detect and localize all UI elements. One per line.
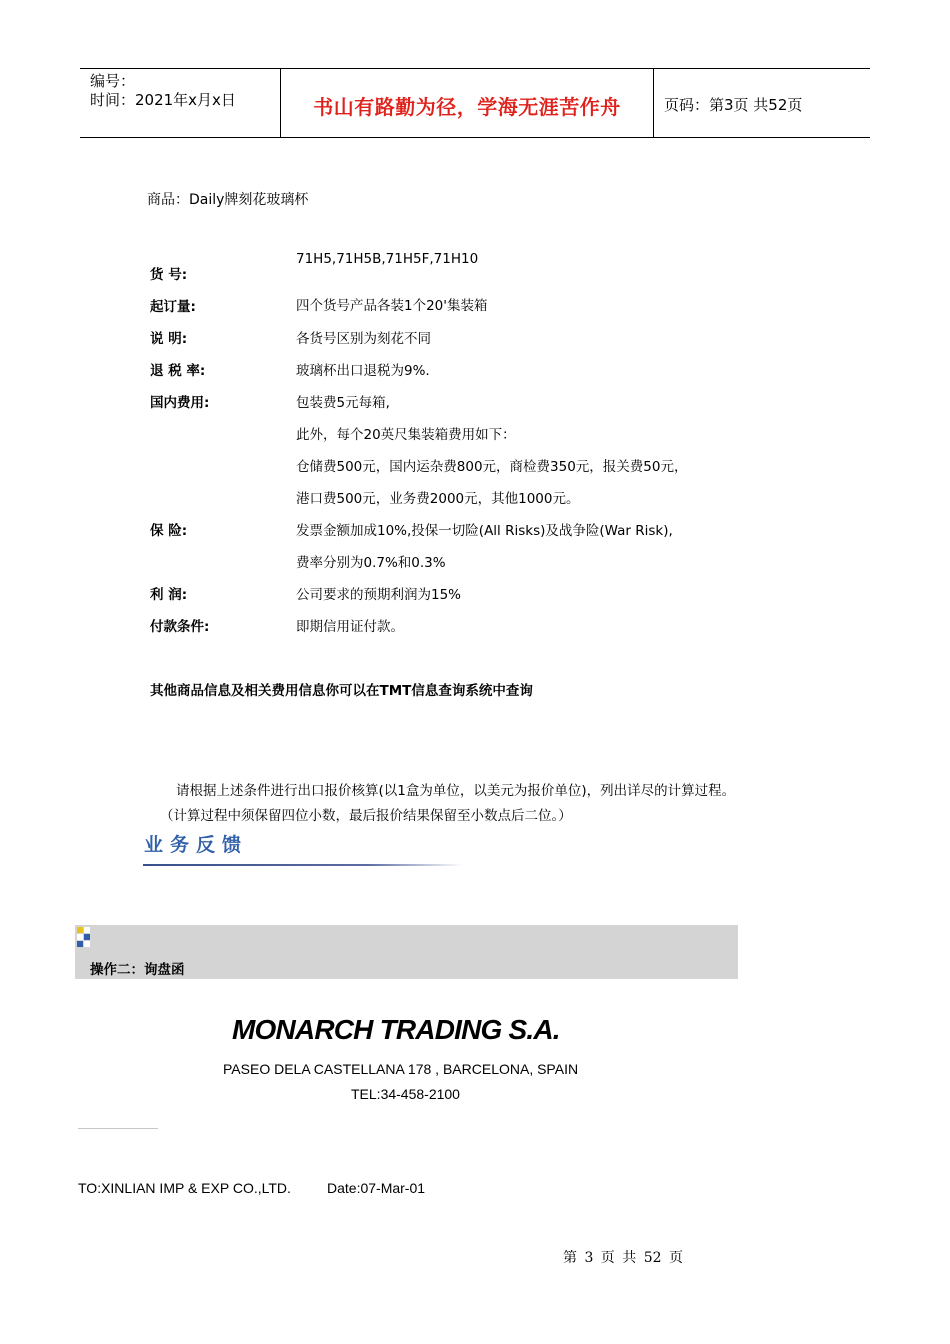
company-address: PASEO DELA CASTELLANA 178 , BARCELONA, SPAIN: [223, 1061, 579, 1077]
company-tel: TEL:34-458-2100: [351, 1086, 460, 1102]
feedback-underline: [143, 864, 463, 866]
insurance-label: 保 险:: [150, 523, 188, 539]
page-info: 页码：第3页 共52页: [664, 96, 803, 114]
spec-label-note: 说 明:: [150, 331, 188, 347]
spec-value-item-no: 71H5,71H5B,71H5F,71H10: [296, 251, 479, 267]
profit-label: 利 润:: [150, 587, 188, 603]
spec-label-moq: 起订量:: [150, 299, 196, 315]
header-motto-cell: [281, 69, 654, 137]
page-footer: 第 3 页 共 52 页: [563, 1250, 683, 1266]
instruction-note: （计算过程中须保留四位小数，最后报价结果保留至小数点后二位。）: [160, 808, 572, 824]
spec-value-moq: 四个货号产品各装1个20'集装箱: [296, 298, 488, 314]
time-label: 时间：2021年x月x日: [90, 91, 236, 109]
insurance-line-2: 费率分别为0.7%和0.3%: [296, 555, 446, 571]
product-line: 商品：Daily牌刻花玻璃杯: [147, 192, 309, 208]
company-name: MONARCH TRADING S.A.: [232, 1014, 560, 1045]
spec-value-tax-rebate: 玻璃杯出口退税为9%.: [296, 363, 430, 379]
checker-icon: [77, 927, 91, 947]
feedback-title: 业务反馈: [144, 834, 249, 856]
payment-label: 付款条件:: [150, 619, 210, 635]
operation-label: 操作二：询盘函: [90, 962, 185, 978]
insurance-line-1: 发票金额加成10%,投保一切险(All Risks)及战争险(War Risk),: [296, 523, 673, 539]
payment-value: 即期信用证付款。: [296, 619, 404, 635]
domestic-costs-line-3: 港口费500元，业务费2000元，其他1000元。: [296, 491, 580, 507]
divider: [78, 1128, 158, 1129]
profit-value: 公司要求的预期利润为15%: [296, 587, 462, 603]
spec-label-tax-rebate: 退 税 率:: [150, 363, 206, 379]
header-page-cell: [654, 69, 870, 137]
number-label: 编号：: [90, 72, 136, 90]
spec-label-domestic-costs: 国内费用:: [150, 395, 210, 411]
operation-bar: [75, 925, 738, 979]
spec-label-item-no: 货 号:: [150, 267, 188, 283]
instruction: 请根据上述条件进行出口报价核算(以1盒为单位，以美元为报价单位)，列出详尽的计算过程。: [176, 783, 736, 799]
letter-date: Date:07-Mar-01: [327, 1180, 426, 1196]
recipient: TO:XINLIAN IMP & EXP CO.,LTD.: [78, 1180, 291, 1196]
domestic-costs-line-2: 仓储费500元，国内运杂费800元，商检费350元，报关费50元，: [296, 459, 688, 475]
domestic-costs-line-1: 此外，每个20英尺集装箱费用如下：: [296, 427, 516, 443]
tmt-note: 其他商品信息及相关费用信息你可以在TMT信息查询系统中查询: [150, 683, 533, 699]
spec-value-domestic-costs: 包装费5元每箱,: [296, 395, 390, 411]
spec-value-note: 各货号区别为刻花不同: [296, 331, 431, 347]
header-left-cell: [80, 69, 281, 137]
page-header: [80, 68, 870, 138]
motto: 书山有路勤为径，学海无涯苦作舟: [313, 95, 621, 119]
